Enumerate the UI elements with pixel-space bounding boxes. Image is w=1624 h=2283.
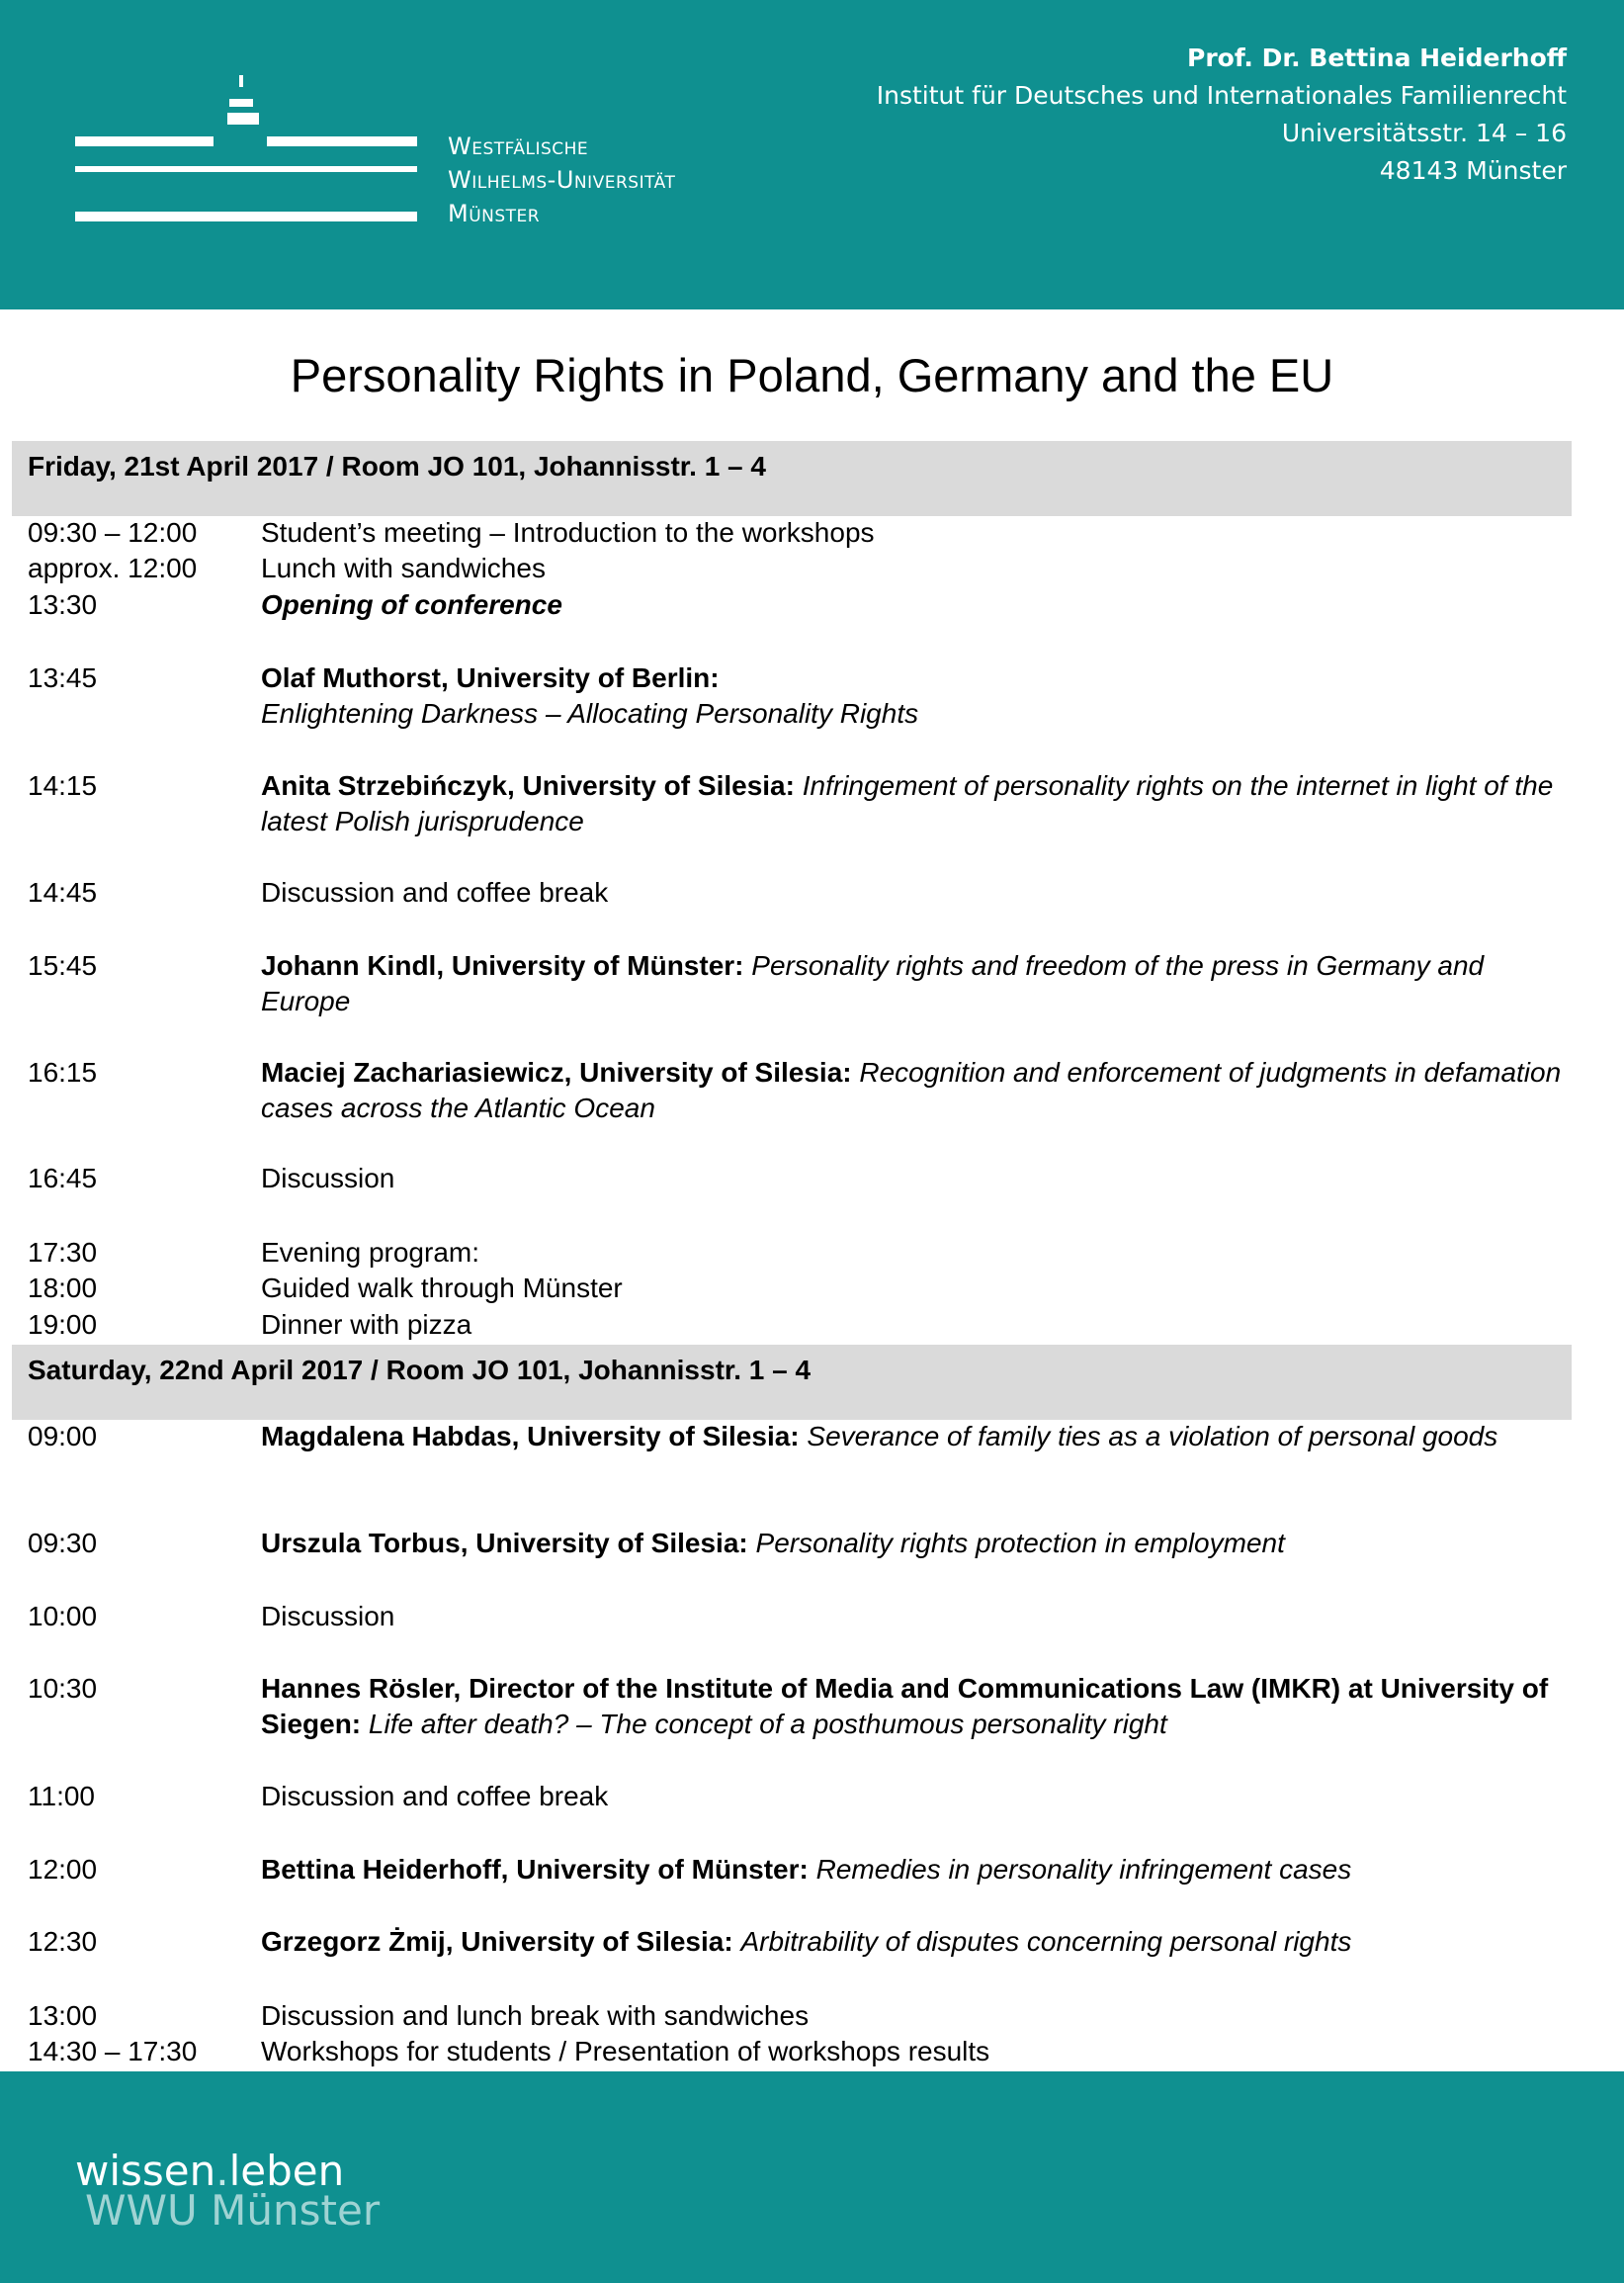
talk-title: Arbitrability of disputes concerning personal rights xyxy=(740,1926,1352,1957)
row-time: 11:00 xyxy=(28,1781,95,1811)
row-plain: Discussion xyxy=(261,1601,395,1631)
row-time: 10:30 xyxy=(28,1673,98,1704)
row-plain: Discussion and coffee break xyxy=(261,1781,609,1811)
row-time: 09:30 – 12:00 xyxy=(28,517,198,548)
day-heading: Saturday, 22nd April 2017 / Room JO 101, Johannisstr. 1 – 4 xyxy=(28,1355,812,1385)
row-description xyxy=(261,1599,1576,1634)
row-time: 10:00 xyxy=(28,1601,98,1631)
logo-line-2: Wilhelms-Universität xyxy=(448,166,676,194)
row-description xyxy=(261,1271,1576,1306)
row-time: 13:45 xyxy=(28,662,98,693)
row-description xyxy=(261,660,1576,732)
day-heading: Friday, 21st April 2017 / Room JO 101, Johannisstr. 1 – 4 xyxy=(28,451,766,482)
row-time: 18:00 xyxy=(28,1273,98,1303)
row-description xyxy=(261,948,1576,1019)
row-plain: Dinner with pizza xyxy=(261,1309,472,1340)
logo-line-3: Münster xyxy=(448,200,541,227)
row-plain: Discussion xyxy=(261,1163,395,1193)
row-description xyxy=(261,515,1576,551)
row-time: 16:45 xyxy=(28,1163,98,1193)
row-description xyxy=(261,1671,1576,1742)
header-banner xyxy=(0,0,1624,309)
row-description xyxy=(261,1526,1576,1561)
street-address: Universitätsstr. 14 – 16 xyxy=(1281,119,1567,147)
row-description xyxy=(261,587,1576,623)
page-title: Personality Rights in Poland, Germany and the EU xyxy=(290,349,1334,401)
speaker: Maciej Zachariasiewicz, University of Silesia: xyxy=(261,1057,852,1088)
row-description xyxy=(261,1307,1576,1343)
row-time: 14:30 – 17:30 xyxy=(28,2036,198,2066)
talk-title: Infringement of personality rights on the internet in light of the latest Polish jurisprudence xyxy=(261,770,1554,836)
day-heading-bar xyxy=(12,441,1572,516)
row-description xyxy=(261,875,1576,911)
row-time: 09:30 xyxy=(28,1528,98,1558)
row-time: 12:30 xyxy=(28,1926,98,1957)
talk-title: Severance of family ties as a violation of personal goods xyxy=(807,1421,1498,1451)
footer-banner xyxy=(0,2071,1624,2283)
row-time: 09:00 xyxy=(28,1421,98,1451)
day-heading-bar xyxy=(12,1345,1572,1420)
logo-line-1: Westfälische xyxy=(448,132,589,160)
row-description xyxy=(261,1161,1576,1196)
row-plain: Lunch with sandwiches xyxy=(261,553,546,583)
city-address: 48143 Münster xyxy=(1379,156,1567,185)
row-plain: Discussion and lunch break with sandwiches xyxy=(261,2000,810,2031)
row-description xyxy=(261,1235,1576,1271)
row-time: 13:30 xyxy=(28,589,98,620)
row-description xyxy=(261,2034,1576,2069)
talk-title: Life after death? – The concept of a posthumous personality right xyxy=(368,1709,1167,1739)
speaker: Grzegorz Żmij, University of Silesia: xyxy=(261,1926,733,1957)
row-plain: Guided walk through Münster xyxy=(261,1273,623,1303)
slogan-right: leben xyxy=(228,2147,345,2195)
row-time: 14:45 xyxy=(28,877,98,908)
speaker: Olaf Muthorst, University of Berlin: xyxy=(261,662,720,693)
speaker: Urszula Torbus, University of Silesia: xyxy=(261,1528,748,1558)
row-time: 19:00 xyxy=(28,1309,98,1340)
slogan-left: wissen xyxy=(75,2147,216,2195)
row-time: 16:15 xyxy=(28,1057,98,1088)
row-description xyxy=(261,551,1576,586)
talk-title: Enlightening Darkness – Allocating Personality Rights xyxy=(261,698,919,729)
row-description xyxy=(261,1779,1576,1814)
talk-title: Remedies in personality infringement cases xyxy=(815,1854,1352,1885)
speaker: Anita Strzebińczyk, University of Silesia: xyxy=(261,770,795,801)
row-plain: Student’s meeting – Introduction to the workshops xyxy=(261,517,875,548)
speaker: Magdalena Habdas, University of Silesia: xyxy=(261,1421,800,1451)
footer-university: WWU Münster xyxy=(85,2186,381,2235)
row-plain: Workshops for students / Presentation of workshops results xyxy=(261,2036,990,2066)
row-time: 13:00 xyxy=(28,2000,98,2031)
speaker: Hannes Rösler, Director of the Institute of Media and Communications Law (IMKR) at University of Siegen: xyxy=(261,1673,1549,1739)
row-description xyxy=(261,1852,1576,1888)
row-description xyxy=(261,1055,1576,1126)
row-plain: Discussion and coffee break xyxy=(261,877,609,908)
slogan-dot: . xyxy=(215,2147,229,2195)
professor-name: Prof. Dr. Bettina Heiderhoff xyxy=(1187,44,1567,72)
institute-name: Institut für Deutsches und Internationales Familienrecht xyxy=(876,81,1567,110)
talk-title: Recognition and enforcement of judgments in defamation cases across the Atlantic Ocean xyxy=(261,1057,1562,1123)
row-time: 12:00 xyxy=(28,1854,98,1885)
row-time: 17:30 xyxy=(28,1237,98,1268)
speaker: Johann Kindl, University of Münster: xyxy=(261,950,744,981)
row-description xyxy=(261,1419,1576,1454)
row-description xyxy=(261,768,1576,839)
row-time: 14:15 xyxy=(28,770,98,801)
row-description xyxy=(261,1998,1576,2034)
row-time: 15:45 xyxy=(28,950,98,981)
talk-title: Personality rights and freedom of the press in Germany and Europe xyxy=(261,950,1485,1016)
speaker: Bettina Heiderhoff, University of Münster: xyxy=(261,1854,809,1885)
talk-title: Personality rights protection in employment xyxy=(755,1528,1285,1558)
row-bold-italic: Opening of conference xyxy=(261,589,562,620)
university-name xyxy=(448,130,675,230)
row-description xyxy=(261,1924,1576,1960)
row-time: approx. 12:00 xyxy=(28,553,198,583)
row-plain: Evening program: xyxy=(261,1237,480,1268)
address-block xyxy=(877,40,1567,190)
